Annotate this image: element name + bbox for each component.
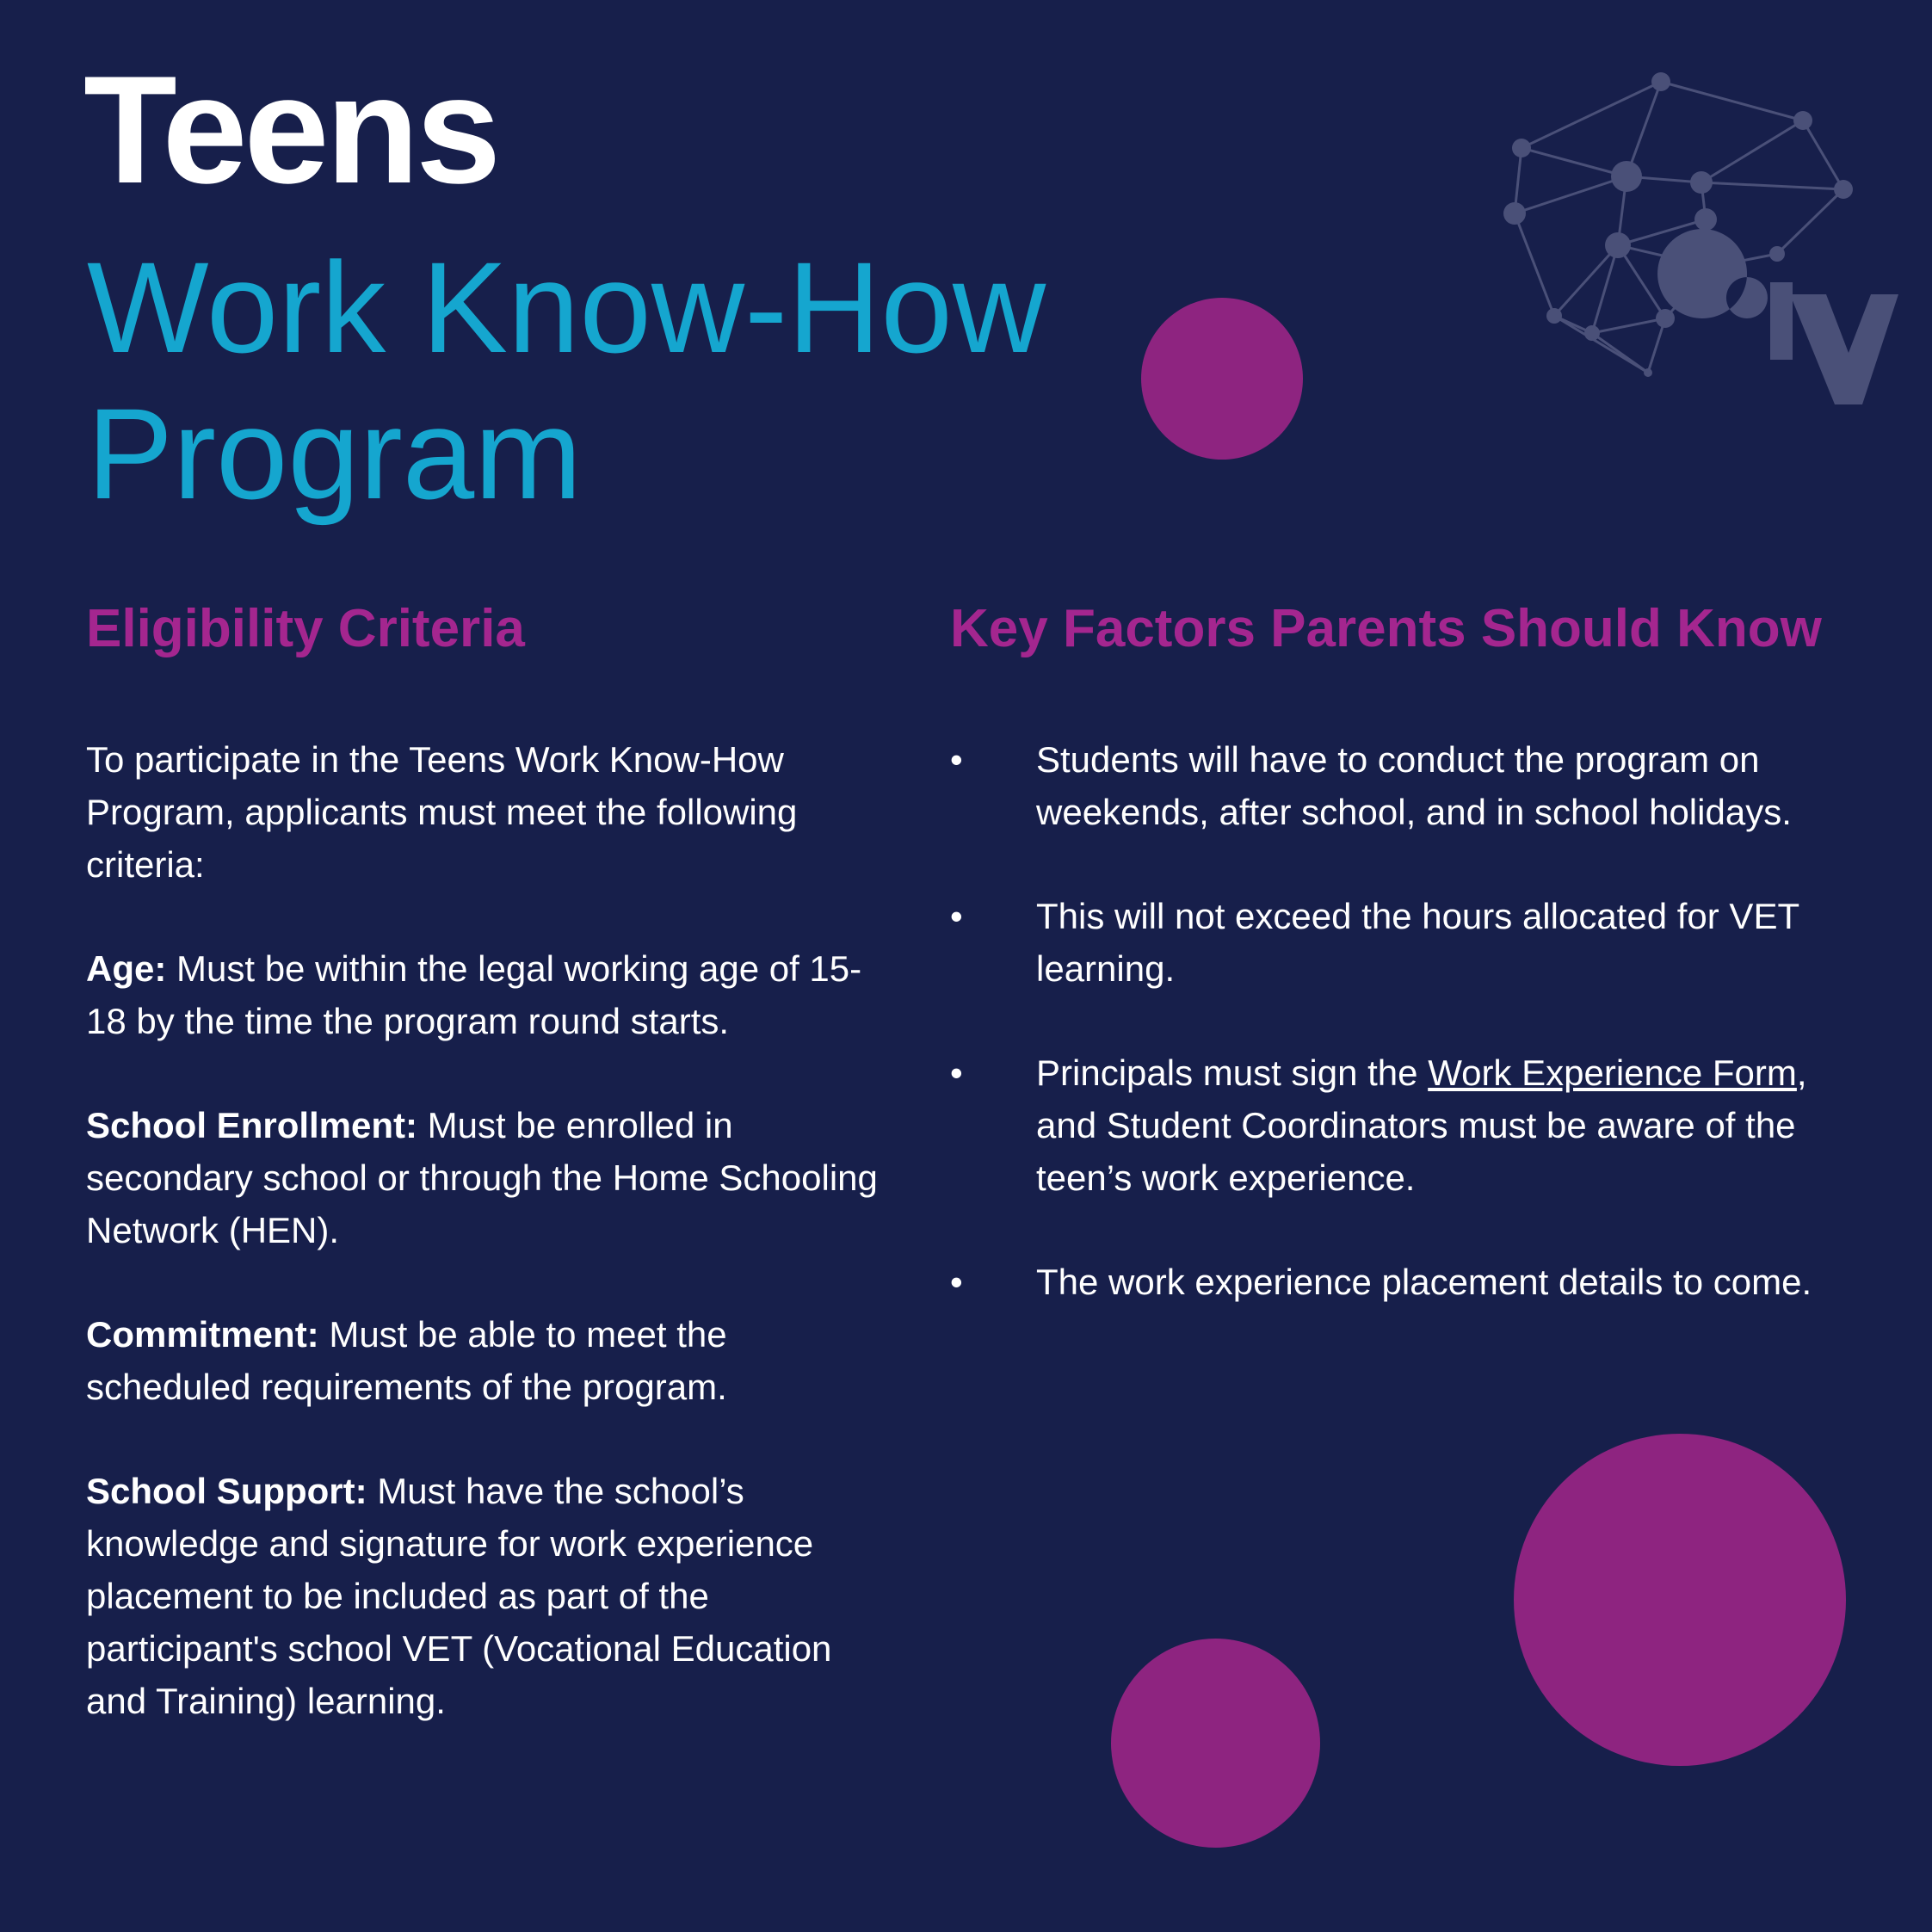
list-item (950, 733, 1862, 838)
criteria-label: Age: (86, 948, 167, 989)
list-item-text-after: , and Student Coordinators must be aware of the teen’s work experience. (1036, 1052, 1807, 1198)
list-item (950, 1256, 1862, 1308)
list-item-text-before: Principals must sign the (1036, 1052, 1429, 1093)
list-item (950, 890, 1862, 995)
criteria-item (86, 1308, 878, 1413)
decorative-circle (1514, 1434, 1846, 1766)
eligibility-heading: Eligibility Criteria (86, 599, 525, 658)
key-factors-section (950, 733, 1862, 1360)
work-experience-form-link[interactable]: Work Experience Form (1428, 1052, 1797, 1093)
criteria-item (86, 942, 878, 1047)
subtitle-line: Work Know-How (87, 235, 1046, 380)
list-item (950, 1046, 1862, 1204)
bullet-icon: • (950, 1052, 963, 1093)
page-subtitle (87, 234, 1102, 527)
key-factors-heading: Key Factors Parents Should Know (950, 599, 1822, 658)
list-item-text: Students will have to conduct the program on weekends, after school, and in school holidays. (1036, 739, 1792, 832)
page-title: Teens (83, 44, 498, 215)
eligibility-intro: To participate in the Teens Work Know-How Program, applicants must meet the following criteria: (86, 739, 798, 885)
network-logo-icon (1497, 69, 1910, 413)
criteria-text: Must be able to meet the scheduled requirements of the program. (86, 1314, 727, 1407)
decorative-circle (1141, 298, 1303, 460)
criteria-label: School Support: (86, 1471, 367, 1511)
decorative-circle (1111, 1639, 1320, 1848)
list-item-text: This will not exceed the hours allocated for VET learning. (1036, 896, 1799, 989)
criteria-label: School Enrollment: (86, 1105, 418, 1145)
criteria-text: Must be within the legal working age of 15-18 by the time the program round starts. (86, 948, 862, 1041)
criteria-item (86, 1099, 878, 1256)
criteria-text: Must be enrolled in secondary school or through the Home Schooling Network (HEN). (86, 1105, 878, 1250)
criteria-text: Must have the school’s knowledge and signature for work experience placement to be included as part of the participant's school VET (Vocational Education and Training) learning. (86, 1471, 832, 1721)
list-item-text: The work experience placement details to come. (1036, 1262, 1812, 1302)
criteria-label: Commitment: (86, 1314, 319, 1355)
bullet-icon: • (950, 896, 963, 936)
subtitle-line: Program (87, 381, 583, 526)
eligibility-section (86, 733, 878, 1779)
bullet-icon: • (950, 1262, 963, 1302)
criteria-item (86, 1465, 878, 1727)
bullet-icon: • (950, 739, 963, 780)
